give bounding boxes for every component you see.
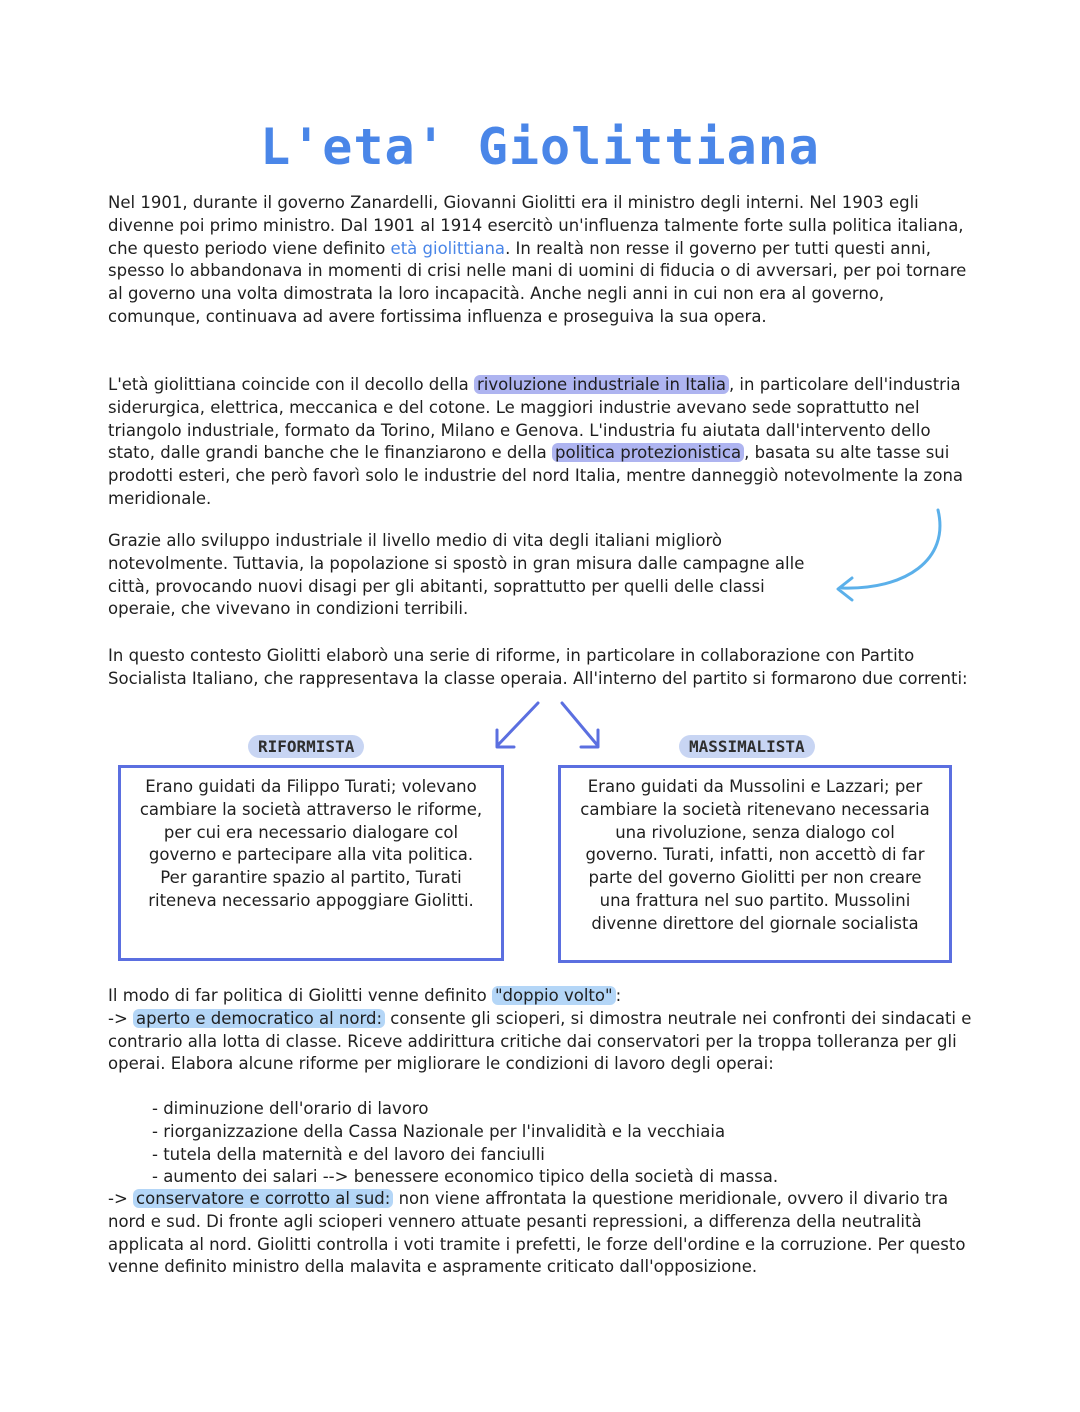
highlight-rivoluzione: rivoluzione industriale in Italia [474,375,729,394]
list-item: - tutela della maternità e del lavoro dei fanciulli [152,1144,545,1164]
box-riformista-text: Erano guidati da Filippo Turati; volevano cambiare la società attraverso le riforme, per cui era necessario dialogare col governo e partecipare alla vita politica. Per garantire spazio al partito, Turati riteneva necessario appoggiare Giolitti. [139,777,483,910]
paragraph-doppio-volto [108,985,978,1076]
highlight-sud: conservatore e corrotto al sud: [133,1189,393,1208]
text: . In realtà non resse il governo per tutti questi anni, spesso lo abbandonava in momenti di crisi nelle mani di uomini di fiducia o di avversari, per poi tornare al governo una volta dimostrata la loro incapacità. Anche negli anni in cui non era al governo, comunque, continuava ad avere fortissima influenza e proseguiva la sua opera. [108,238,967,326]
label-riformista: RIFORMISTA [248,735,364,758]
arrow-left [497,703,538,746]
riforme-list [152,1098,778,1189]
text: consente gli scioperi, si dimostra neutrale nei confronti dei sindacati e contrario alla lotta di classe. Riceve addirittura critiche dai conservatori per la troppa tolleranza per gli operai. Elabora alcune riforme per migliorare le condizioni di lavoro degli operai: [108,1008,972,1074]
arrow-text: -> [108,1008,134,1028]
list-item: - aumento dei salari --> benessere economico tipico della società di massa. [152,1167,779,1187]
highlight-nord: aperto e democratico al nord: [133,1009,385,1028]
box-massimalista [558,765,952,963]
highlight-eta-giolittiana: età giolittiana [390,238,506,258]
arrow-right [562,703,598,746]
page-title: L'eta' Giolittiana [260,118,820,176]
curved-arrow [842,510,940,588]
text: L'età giolittiana coincide con il decollo della [108,375,474,394]
paragraph-riforme: In questo contesto Giolitti elaborò una serie di riforme, in particolare in collaborazione con Partito Socialista Italiano, che rappresentava la classe operaia. All'interno del partito si formarono due correnti: [108,646,968,688]
text: non viene affrontata la questione meridionale, ovvero il divario tra nord e sud. Di fronte agli scioperi vennero attuate pesanti repressioni, a differenza della neutralità applicata al nord. Giolitti controlla i voti tramite i prefetti, le forze dell'ordine e la corruzione. Per questo venne definito ministro della malavita e aspramente criticato dall'opposizione. [108,1189,966,1277]
text: Nel 1901, durante il governo Zanardelli, Giovanni Giolitti era il ministro degli interni. Nel 1903 egli divenne poi primo ministro. Dal 1901 al 1914 esercitò un'influenza talmente forte sulla politica italiana, che questo periodo viene definito [108,193,964,258]
highlight-doppio-volto: "doppio volto" [492,986,616,1005]
paragraph-sviluppo: Grazie allo sviluppo industriale il livello medio di vita degli italiani migliorò notevolmente. Tuttavia, la popolazione si spostò in gran misura dalle campagne alle città, provocando nuovi disagi per gli abitanti, soprattutto per quelli delle classi operaie, che vivevano in condizioni terribili. [108,531,805,619]
paragraph-sud [108,1188,978,1279]
text: , basata su alte tasse sui prodotti esteri, che però favorì solo le industrie del nord Italia, mentre danneggiò notevolmente la zona meridionale. [108,443,964,508]
text: , in particolare dell'industria siderurgica, elettrica, meccanica e del cotone. Le maggiori industrie avevano sede soprattutto nel triangolo industriale, formato da Torino, Milano e Genova. L'industria fu aiutata dall'intervento dello stato, dalle grandi banche che le finanziarono e della [108,375,961,463]
list-item: - diminuzione dell'orario di lavoro [152,1099,429,1118]
highlight-protezionismo: politica protezionistica [552,443,744,462]
label-massimalista: MASSIMALISTA [679,735,815,758]
arrow-text: -> [108,1189,134,1208]
box-massimalista-text: Erano guidati da Mussolini e Lazzari; per cambiare la società ritenevano necessaria una rivoluzione, senza dialogo col governo. Turati, infatti, non accettò di far parte del governo Giolitti per non creare una frattura nel suo partito. Mussolini divenne direttore del giornale socialista [580,777,930,933]
box-riformista [118,765,504,961]
list-item: - riorganizzazione della Cassa Nazionale per l'invalidità e la vecchiaia [152,1121,726,1141]
text: Il modo di far politica di Giolitti venne definito [108,986,492,1005]
text: : [615,986,622,1005]
